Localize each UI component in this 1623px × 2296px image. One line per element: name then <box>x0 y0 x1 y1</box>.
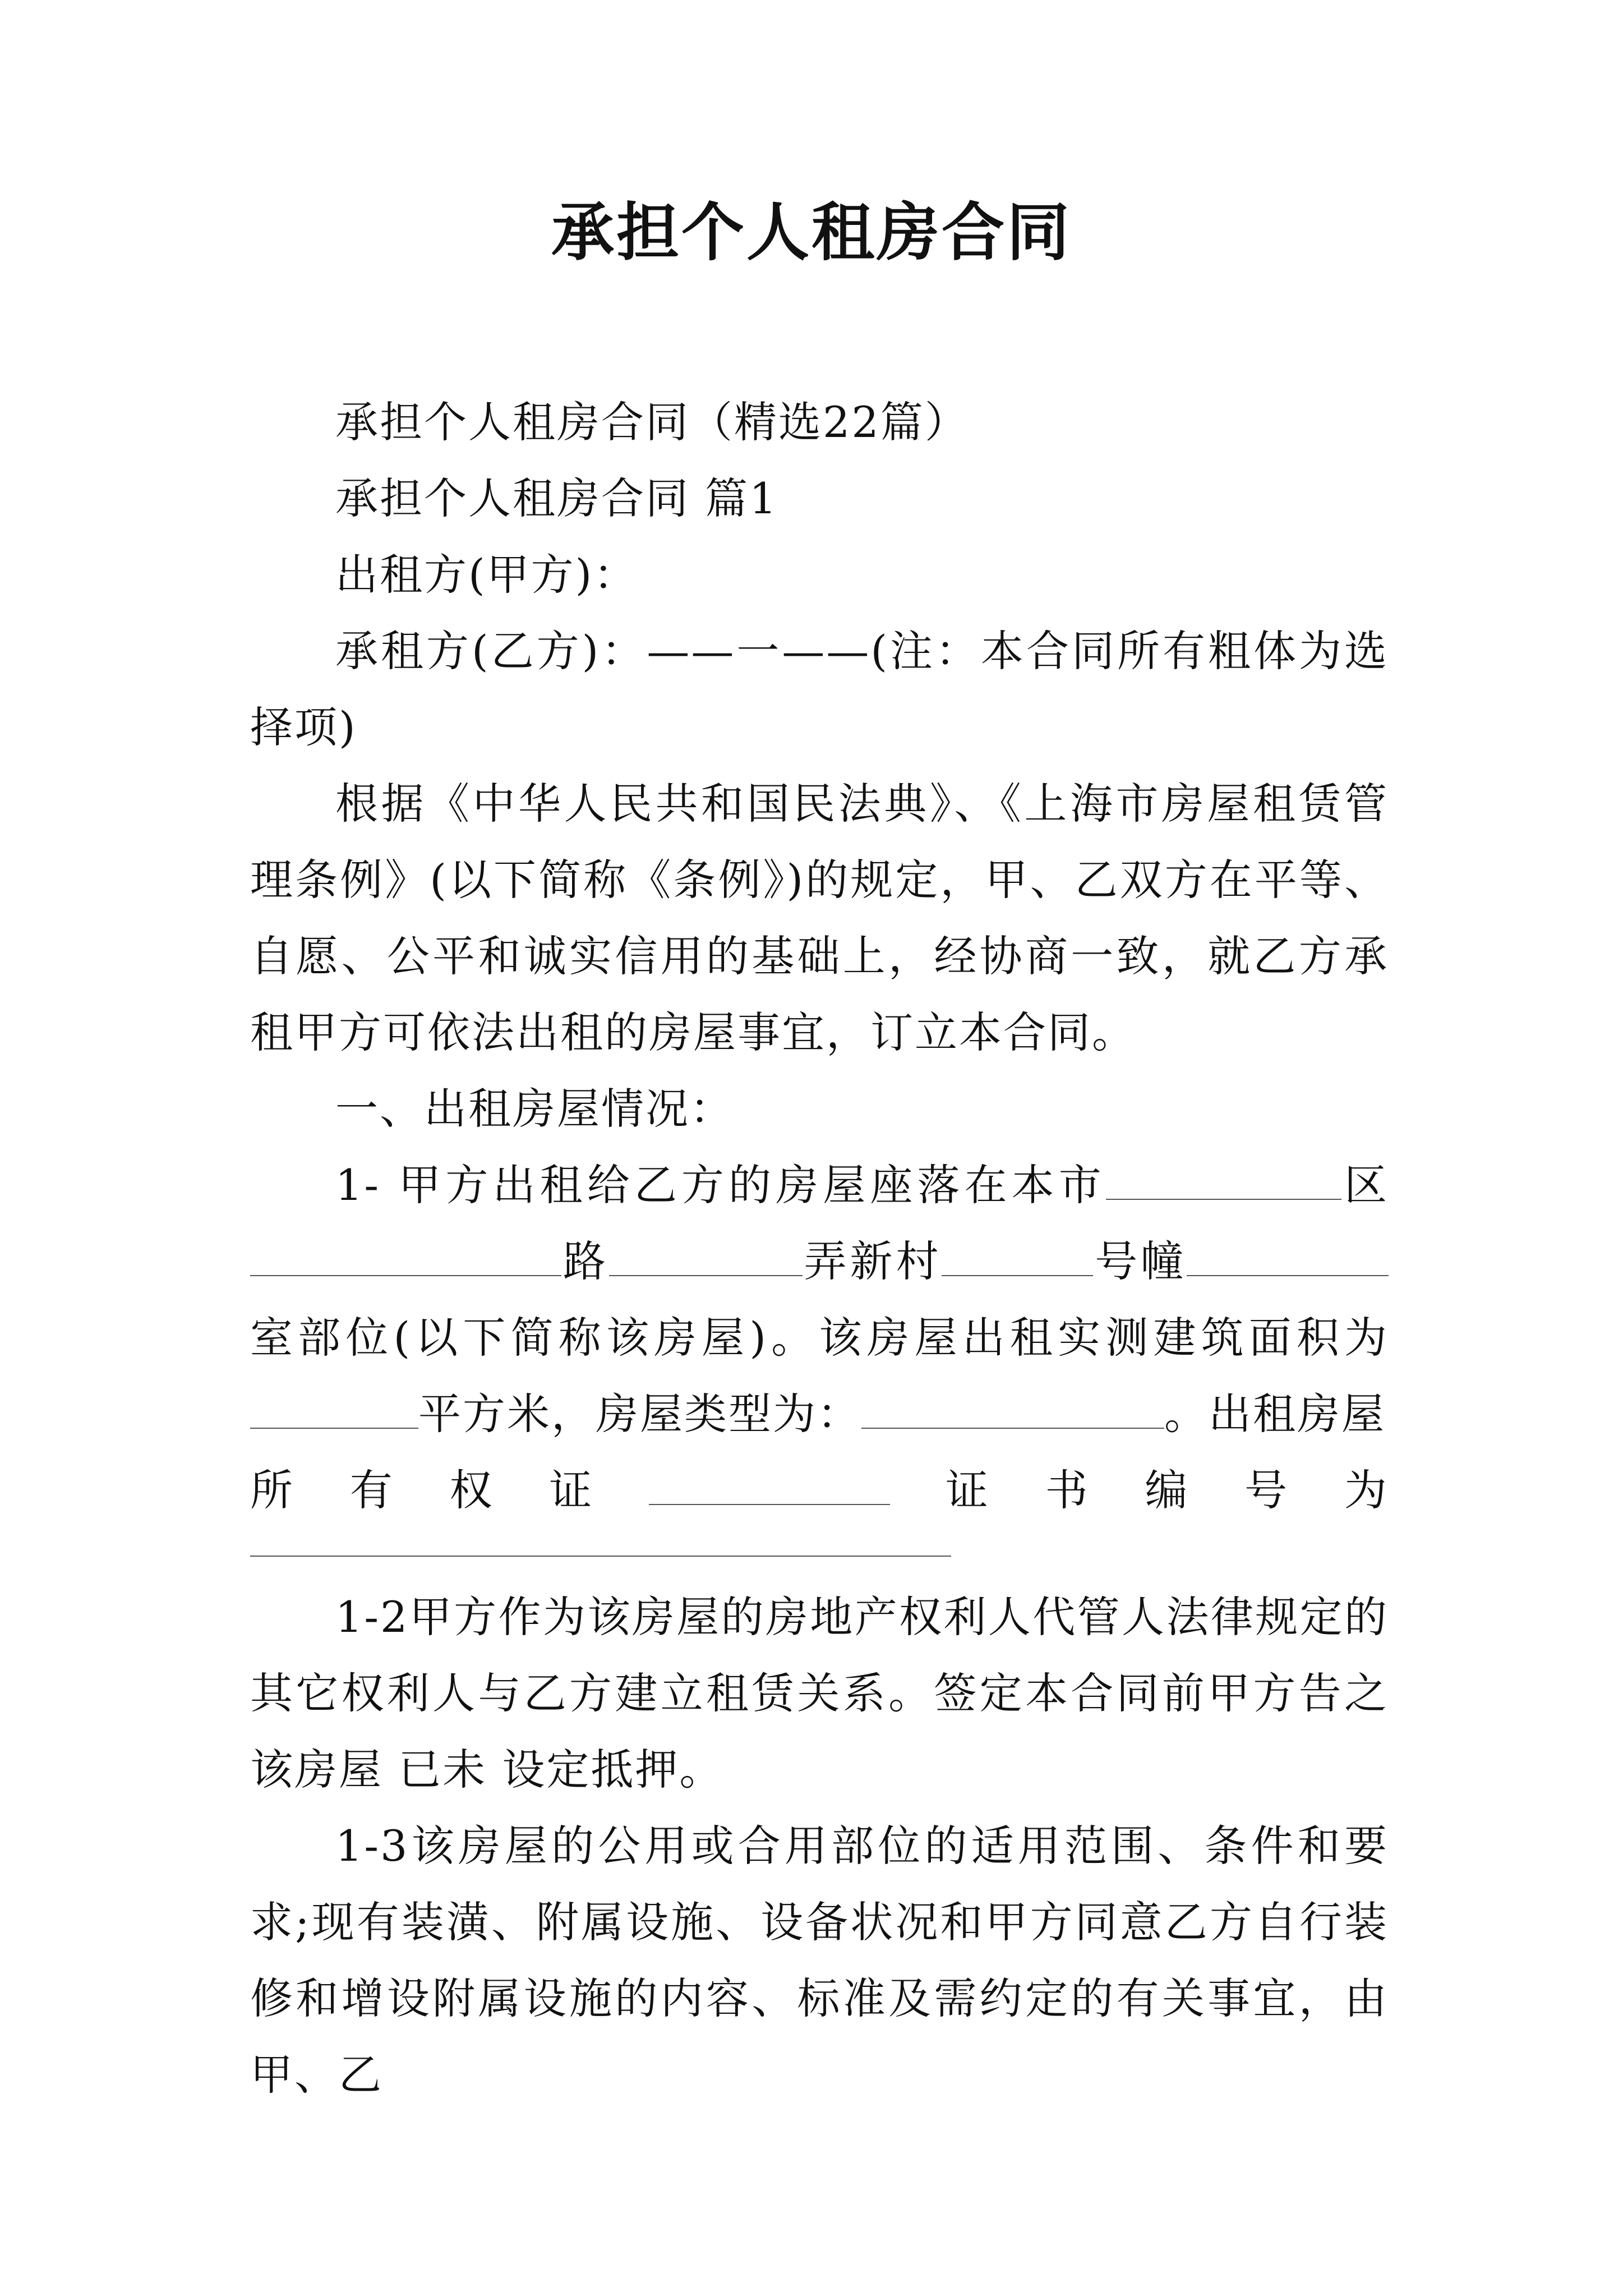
clause-text: 号幢 <box>1093 1236 1187 1286</box>
char: 证 <box>945 1465 990 1515</box>
paragraph-preamble: 根据《中华人民共和国民法典》、《上海市房屋租赁管理条例》(以下简称《条例》)的规定，甲、乙双方在平等、自愿、公平和诚实信用的基础上，经协商一致，就乙方承租甲方可依法出租的房屋事宜，订立本合同。 <box>250 779 1389 1057</box>
paragraph-clause-1-2: 1-2甲方作为该房屋的房地产权利人代管人法律规定的其它权利人与乙方建立租赁关系。签定本合同前甲方告之该房屋 已未 设定抵押。 <box>250 1592 1389 1795</box>
ownership-certificate-line <box>250 1452 1389 1529</box>
char: 有 <box>349 1465 394 1515</box>
paragraph-clause-one-heading: 一、出租房屋情况： <box>335 1084 734 1134</box>
blank-lane <box>609 1236 803 1276</box>
paragraph-clause-1-1 <box>250 1147 1389 1452</box>
paragraph-section-heading: 承担个人租房合同 篇1 <box>335 473 778 523</box>
char: 编 <box>1145 1465 1189 1515</box>
clause-text: 。出租房屋 <box>1164 1389 1386 1439</box>
blank-district <box>1106 1159 1341 1200</box>
paragraph-lessor: 出租方(甲方)： <box>335 550 638 600</box>
blank-room <box>1187 1236 1389 1276</box>
blank-certificate <box>649 1465 890 1505</box>
blank-area <box>250 1388 418 1429</box>
char: 书 <box>1045 1465 1090 1515</box>
clause-text: 弄新村 <box>802 1236 942 1286</box>
document-title: 承担个人租房合同 <box>551 196 1072 269</box>
char: 号 <box>1244 1465 1289 1515</box>
char: 所 <box>250 1465 294 1515</box>
char: 证 <box>549 1465 594 1515</box>
blank-house-type <box>861 1388 1164 1429</box>
clause-text: 平方米，房屋类型为： <box>418 1389 861 1439</box>
paragraph-lessee: 承租方(乙方)：——一——(注：本合同所有粗体为选择项) <box>250 626 1389 752</box>
clause-text: 区 <box>1341 1160 1389 1210</box>
clause-text: 室部位(以下简称该房屋)。该房屋出租实测建筑面积为 <box>250 1313 1389 1363</box>
blank-building <box>942 1236 1093 1276</box>
paragraph-clause-1-3: 1-3该房屋的公用或合用部位的适用范围、条件和要求;现有装潢、附属设施、设备状况和甲方同意乙方自行装修和增设附属设施的内容、标准及需约定的有关事宜，由甲、乙 <box>250 1821 1389 2100</box>
blank-certificate-number <box>250 1556 951 1557</box>
char: 为 <box>1344 1465 1389 1515</box>
clause-text: 1- 甲方出租给乙方的房屋座落在本市 <box>335 1160 1106 1210</box>
char: 权 <box>449 1465 494 1515</box>
paragraph-subtitle: 承担个人租房合同（精选22篇） <box>335 397 969 447</box>
document-body <box>250 384 1389 2113</box>
blank-road <box>250 1236 561 1276</box>
clause-text: 路 <box>561 1236 609 1286</box>
